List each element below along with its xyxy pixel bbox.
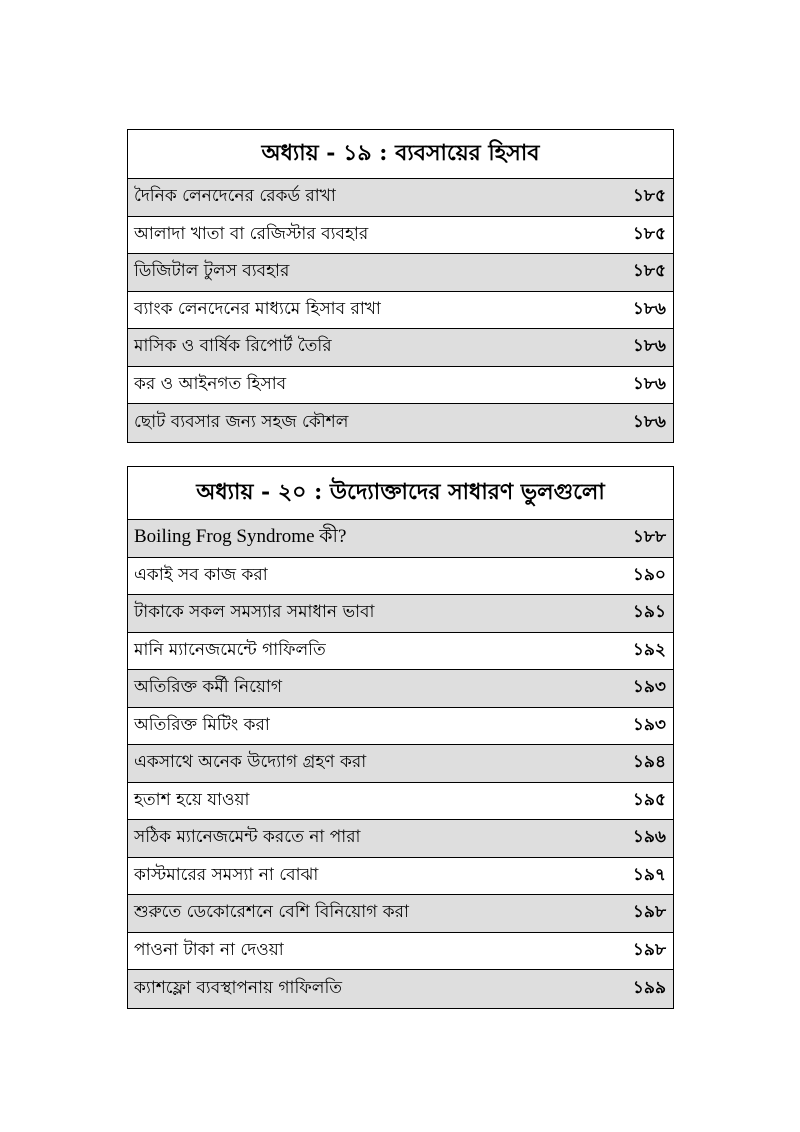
toc-entry-title: কর ও আইনগত হিসাব (134, 373, 287, 394)
toc-page-number: ১৯৩ (632, 677, 666, 698)
toc-row[interactable] (128, 708, 673, 746)
toc-page-number: ১৮৬ (632, 336, 666, 357)
toc-row[interactable] (128, 670, 673, 708)
toc-page-number: ১৯৬ (632, 827, 666, 848)
toc-page-number: ১৯৯ (632, 977, 666, 998)
toc-row[interactable] (128, 254, 673, 292)
toc-entry-title: অতিরিক্ত মিটিং করা (134, 714, 270, 735)
toc-entry-title: কাস্টমারের সমস্যা না বোঝা (134, 864, 319, 885)
toc-entry-title: ছোট ব্যবসার জন্য সহজ কৌশল (134, 411, 349, 432)
toc-page-number: ১৯৩ (632, 714, 666, 735)
chapter-20-table (127, 466, 674, 1009)
toc-page-number: ১৯৮ (632, 902, 666, 923)
toc-entry-title: হতাশ হয়ে যাওয়া (134, 789, 250, 810)
toc-entry-title: Boiling Frog Syndrome কী? (134, 526, 347, 548)
chapter-19-heading: অধ্যায় - ১৯ : ব্যবসায়ের হিসাব (128, 130, 673, 179)
toc-row[interactable] (128, 745, 673, 783)
toc-entry-title: একাই সব কাজ করা (134, 564, 268, 585)
toc-row[interactable] (128, 404, 673, 442)
toc-page-number: ১৯৮ (632, 939, 666, 960)
chapter-20-heading: অধ্যায় - ২০ : উদ্যোক্তাদের সাধারণ ভুলগুলো (128, 467, 673, 520)
toc-page-number: ১৮৫ (632, 186, 666, 207)
toc-entry-title: মাসিক ও বার্ষিক রিপোর্ট তৈরি (134, 336, 332, 357)
toc-page-number: ১৯০ (632, 564, 666, 585)
toc-entry-title: ক্যাশফ্লো ব্যবস্থাপনায় গাফিলতি (134, 977, 343, 998)
toc-row[interactable] (128, 329, 673, 367)
toc-row[interactable] (128, 933, 673, 971)
chapter-19-table (127, 129, 674, 443)
toc-page-number: ১৯১ (632, 602, 666, 623)
toc-row[interactable] (128, 820, 673, 858)
toc-page-number: ১৯৪ (632, 752, 666, 773)
toc-row[interactable] (128, 217, 673, 255)
toc-page-number: ১৮৬ (632, 411, 666, 432)
toc-page-number: ১৮৮ (632, 527, 666, 548)
toc-row[interactable] (128, 367, 673, 405)
toc-row[interactable] (128, 520, 673, 558)
toc-page-number: ১৯২ (632, 639, 666, 660)
toc-entry-title: টাকাকে সকল সমস্যার সমাধান ভাবা (134, 602, 375, 623)
toc-row[interactable] (128, 179, 673, 217)
toc-row[interactable] (128, 858, 673, 896)
toc-row[interactable] (128, 558, 673, 596)
toc-entry-title: মানি ম্যানেজমেন্টে গাফিলতি (134, 639, 326, 660)
toc-entry-title: একসাথে অনেক উদ্যোগ গ্রহণ করা (134, 752, 367, 773)
toc-entry-title: পাওনা টাকা না দেওয়া (134, 939, 284, 960)
toc-entry-title: ডিজিটাল টুলস ব্যবহার (134, 261, 290, 282)
toc-row[interactable] (128, 970, 673, 1008)
toc-entry-title: শুরুতে ডেকোরেশনে বেশি বিনিয়োগ করা (134, 902, 409, 923)
toc-entry-title: আলাদা খাতা বা রেজিস্টার ব্যবহার (134, 223, 369, 244)
toc-entry-title: দৈনিক লেনদেনের রেকর্ড রাখা (134, 186, 336, 207)
toc-page-number: ১৮৬ (632, 298, 666, 319)
toc-entry-title: অতিরিক্ত কর্মী নিয়োগ (134, 677, 283, 698)
toc-row[interactable] (128, 895, 673, 933)
toc-row[interactable] (128, 633, 673, 671)
toc-page-number: ১৯৭ (632, 864, 666, 885)
toc-entry-title: সঠিক ম্যানেজমেন্ট করতে না পারা (134, 827, 361, 848)
toc-page-number: ১৯৫ (632, 789, 666, 810)
toc-page-number: ১৮৫ (632, 223, 666, 244)
toc-row[interactable] (128, 292, 673, 330)
toc-page-number: ১৮৬ (632, 373, 666, 394)
toc-row[interactable] (128, 783, 673, 821)
toc-page-number: ১৮৫ (632, 261, 666, 282)
toc-row[interactable] (128, 595, 673, 633)
toc-entry-title: ব্যাংক লেনদেনের মাধ্যমে হিসাব রাখা (134, 298, 381, 319)
